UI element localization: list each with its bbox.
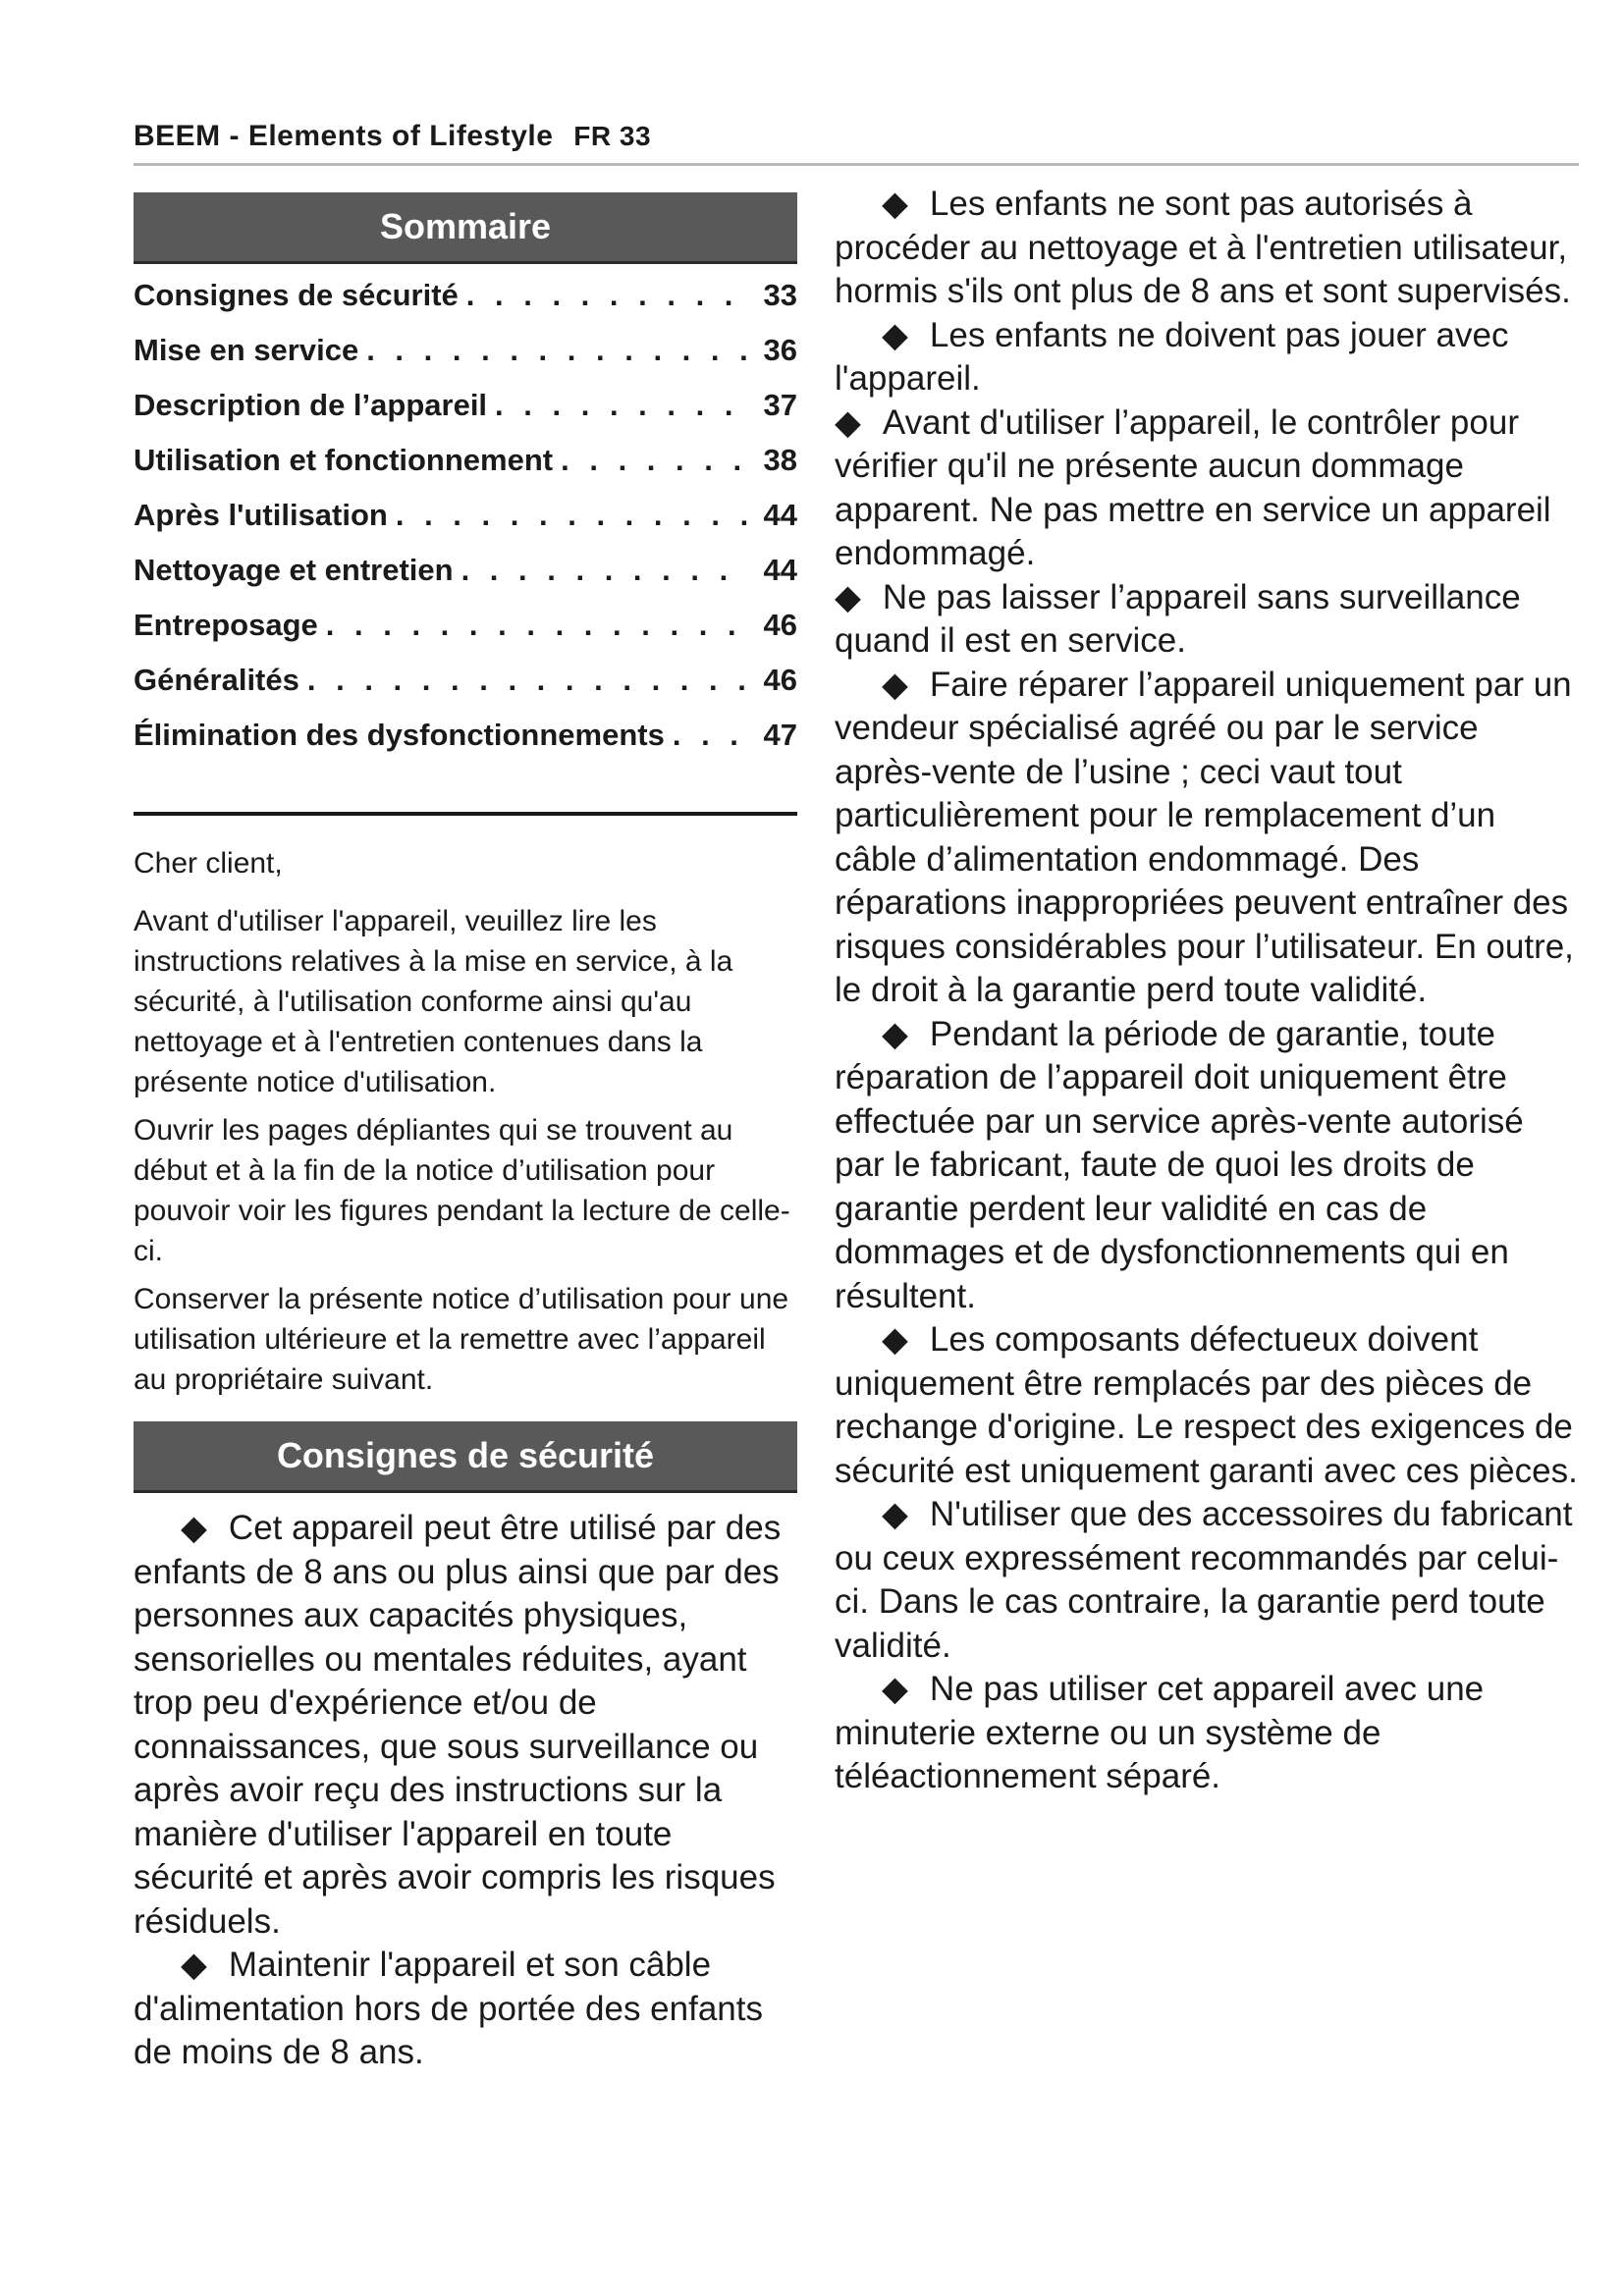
toc-entry-title: Description de l’appareil (134, 388, 488, 422)
left-column (134, 192, 797, 2075)
right-column (835, 183, 1581, 1799)
toc-entry[interactable] (134, 608, 797, 663)
toc-heading: Sommaire (134, 192, 797, 264)
intro-paragraph: Ouvrir les pages dépliantes qui se trouvent au début et à la fin de la notice d’utilisation pour pouvoir voir les figures pendant la lecture de celle-ci. (134, 1114, 790, 1267)
toc-entry-title: Élimination des dysfonctionnements (134, 718, 665, 752)
toc-entry-page: 44 (763, 553, 797, 587)
safety-item-text: Les enfants ne doivent pas jouer avec l'appareil. (835, 315, 1509, 398)
safety-item (134, 1944, 797, 2075)
toc-entry-title: Après l'utilisation (134, 498, 388, 532)
safety-item (835, 401, 1581, 576)
safety-list-left (134, 1507, 797, 2075)
toc-entry[interactable] (134, 718, 797, 773)
header-rule (134, 163, 1579, 166)
toc-entry-title: Mise en service (134, 333, 359, 367)
toc-entry[interactable] (134, 388, 797, 443)
toc-leader-dots (495, 388, 748, 423)
diamond-bullet-icon: ◆ (882, 315, 908, 354)
safety-item-text: Ne pas laisser l’appareil sans surveillance quand il est en service. (835, 577, 1521, 660)
intro-paragraph: Conserver la présente notice d’utilisation pour une utilisation ultérieure et la remettre avec l’appareil au propriétaire suivant. (134, 1283, 789, 1396)
toc-entry[interactable] (134, 443, 797, 498)
toc-leader-dots (673, 718, 748, 753)
safety-item-text: Pendant la période de garantie, toute réparation de l’appareil doit uniquement être effectuée par un service après-vente autorisé par le fabricant, faute de quoi les droits de garantie perdent leur validité en cas de dommages et de dysfonctionnements qui en résultent. (835, 1014, 1524, 1315)
toc-entry[interactable] (134, 498, 797, 553)
greeting: Cher client, (134, 847, 283, 880)
toc-leader-dots (396, 498, 748, 533)
toc-leader-dots (366, 333, 748, 368)
page-number: FR 33 (573, 121, 652, 151)
safety-item (835, 1318, 1581, 1493)
diamond-bullet-icon: ◆ (181, 1509, 207, 1547)
toc-leader-dots (326, 608, 748, 643)
safety-item (835, 1668, 1581, 1799)
safety-item-text: Ne pas utiliser cet appareil avec une minuterie externe ou un système de téléactionnement séparé. (835, 1670, 1485, 1795)
intro-paragraph: Avant d'utiliser l'appareil, veuillez lire les instructions relatives à la mise en service, à la sécurité, à l'utilisation conforme ainsi qu'au nettoyage et à l'entretien contenues dans la présente notice d'utilisation. (134, 905, 733, 1098)
toc-entry-title: Nettoyage et entretien (134, 553, 454, 587)
toc-entry-page: 46 (763, 663, 797, 697)
intro-text (134, 843, 797, 1400)
safety-item-text: Faire réparer l’appareil uniquement par un vendeur spécialisé agréé ou par le service après-vente de l’usine ; ceci vaut tout particulièrement pour le remplacement d’un câble d’alimentation endommagé. Des réparations inappropriées peuvent entraîner des risques considérables pour l’utilisateur. En outre, le droit à la garantie perd toute validité. (835, 665, 1574, 1009)
toc-entry-title: Entreposage (134, 608, 318, 642)
toc-entry-title: Utilisation et fonctionnement (134, 443, 554, 477)
safety-item (835, 1013, 1581, 1319)
toc-entry-page: 46 (763, 608, 797, 642)
brand-title: BEEM - Elements of Lifestyle (134, 120, 554, 152)
toc-entry[interactable] (134, 278, 797, 333)
toc-entry[interactable] (134, 663, 797, 718)
diamond-bullet-icon: ◆ (882, 1495, 908, 1533)
toc-leader-dots (461, 553, 748, 588)
diamond-bullet-icon: ◆ (882, 665, 908, 704)
toc-entry-page: 47 (763, 718, 797, 752)
toc-divider (134, 812, 797, 816)
diamond-bullet-icon: ◆ (835, 402, 861, 442)
diamond-bullet-icon: ◆ (181, 1946, 207, 1984)
toc-entry[interactable] (134, 333, 797, 388)
toc-entry-page: 33 (763, 278, 797, 312)
safety-item-text: Cet appareil peut être utilisé par des enfants de 8 ans ou plus ainsi que par des personnes aux capacités physiques, sensorielles ou mentales réduites, ayant trop peu d'expérience et/ou de connaissances, que sous surveillance ou après avoir reçu des instructions sur la manière d'utiliser l'appareil en toute sécurité et après avoir compris les risques résiduels. (134, 1509, 782, 1941)
safety-item (134, 1507, 797, 1944)
safety-heading: Consignes de sécurité (134, 1421, 797, 1493)
table-of-contents (134, 278, 797, 773)
diamond-bullet-icon: ◆ (882, 1320, 908, 1359)
toc-entry-page: 38 (763, 443, 797, 477)
safety-item (835, 576, 1581, 664)
diamond-bullet-icon: ◆ (835, 577, 861, 616)
toc-leader-dots (307, 663, 748, 698)
safety-item (835, 183, 1581, 314)
safety-item-text: Les enfants ne sont pas autorisés à procéder au nettoyage et à l'entretien utilisateur, hormis s'ils ont plus de 8 ans et sont supervisés. (835, 185, 1571, 310)
diamond-bullet-icon: ◆ (882, 1670, 908, 1708)
toc-entry-page: 36 (763, 333, 797, 367)
toc-leader-dots (561, 443, 748, 478)
safety-item-text: Les composants défectueux doivent uniquement être remplacés par des pièces de rechange d'origine. Le respect des exigences de sécurité est uniquement garanti avec ces pièces. (835, 1320, 1578, 1490)
toc-entry[interactable] (134, 553, 797, 608)
toc-entry-title: Consignes de sécurité (134, 278, 459, 312)
safety-item (835, 664, 1581, 1013)
diamond-bullet-icon: ◆ (882, 185, 908, 223)
safety-item-text: Maintenir l'appareil et son câble d'alimentation hors de portée des enfants de moins de 8 ans. (134, 1946, 763, 2071)
page-header (134, 120, 1579, 153)
safety-item-text: Avant d'utiliser l’appareil, le contrôler pour vérifier qu'il ne présente aucun dommage apparent. Ne pas mettre en service un appareil endommagé. (835, 402, 1551, 572)
toc-entry-page: 44 (763, 498, 797, 532)
safety-item (835, 314, 1581, 401)
diamond-bullet-icon: ◆ (882, 1014, 908, 1053)
toc-entry-title: Généralités (134, 663, 299, 697)
toc-leader-dots (466, 278, 748, 313)
safety-list-right (835, 183, 1581, 1799)
safety-item (835, 1493, 1581, 1668)
safety-item-text: N'utiliser que des accessoires du fabricant ou ceux expressément recommandés par celui-ci. Dans le cas contraire, la garantie perd toute validité. (835, 1495, 1573, 1665)
toc-entry-page: 37 (763, 388, 797, 422)
